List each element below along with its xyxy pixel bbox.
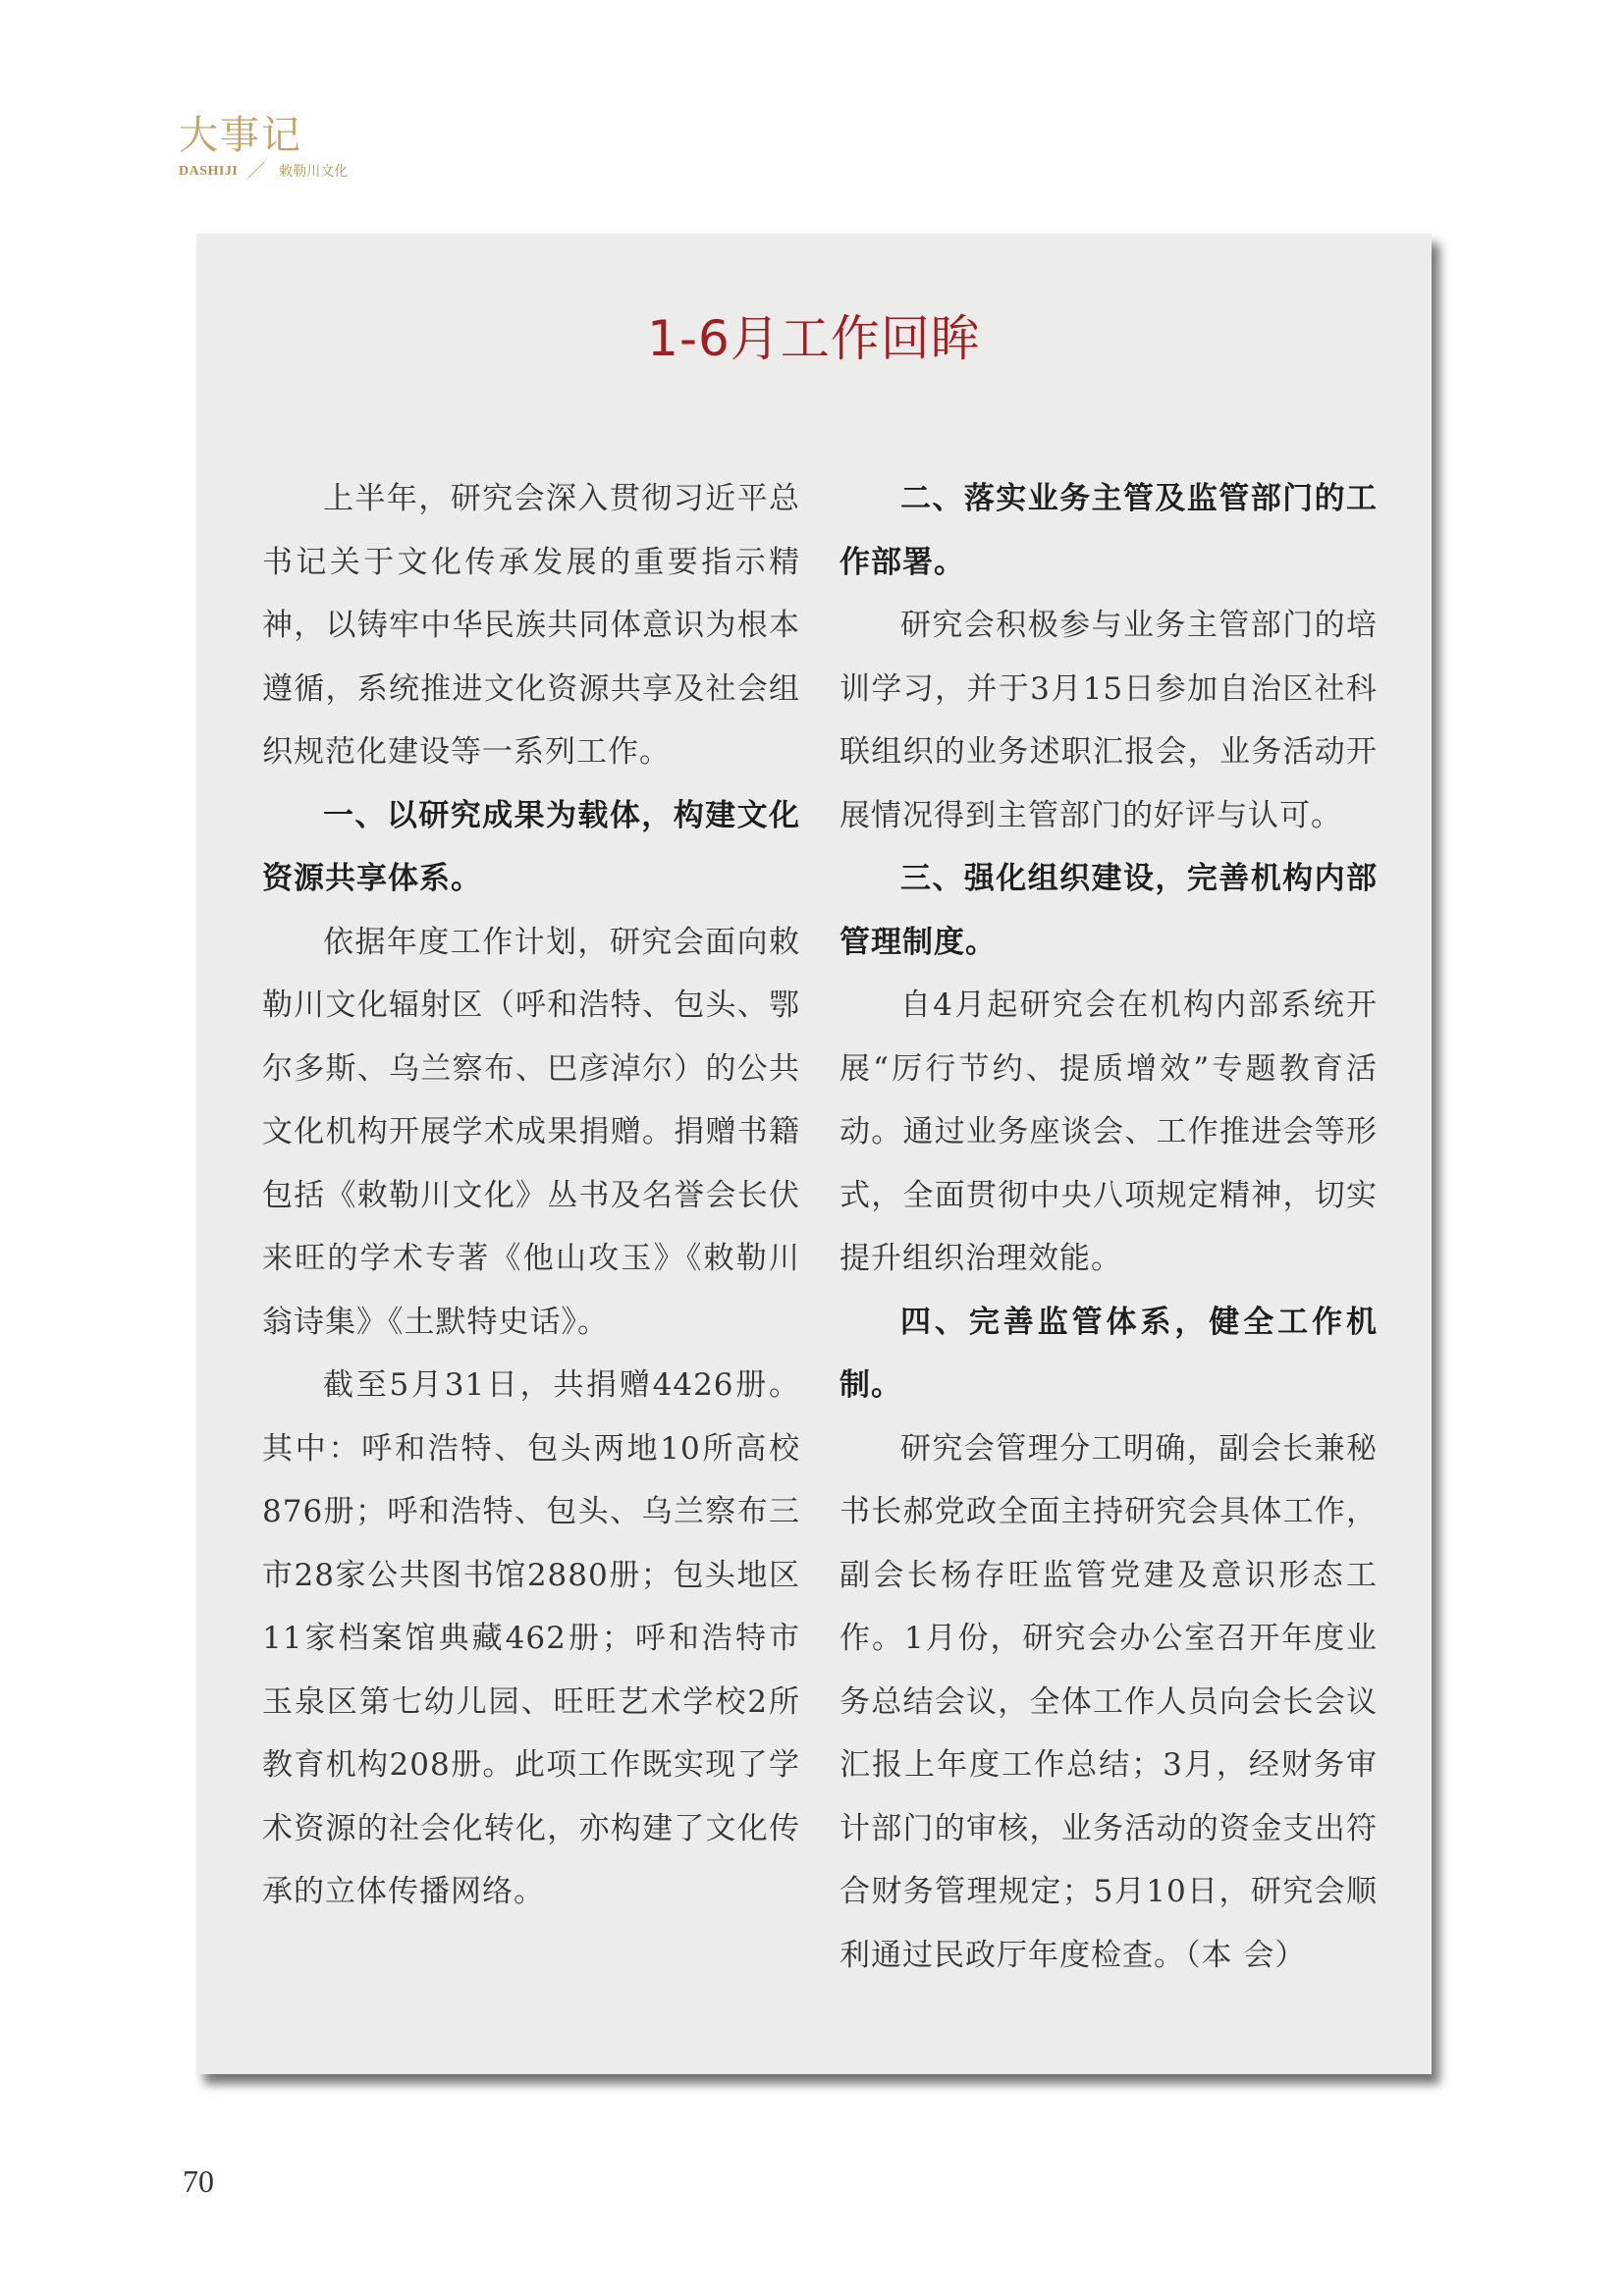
section-heading-2: 二、落实业务主管及监管部门的工作部署。 (839, 481, 1378, 580)
paragraph-supervision: 研究会管理分工明确，副会长兼秘书长郝党政全面主持研究会具体工作，副会长杨存旺监管党建及意识形态工作。1月份，研究会办公室召开年度业务总结会议，全体工作人员向会长会议汇报上年度工作总结；3月，经财务审计部门的审核，业务活动的资金支出符合财务管理规定；5月10日，研究会顺利通过民政厅年度检查。（本 会） (839, 1430, 1378, 1973)
section-subtitle-en: DASHIJI (179, 164, 239, 179)
section-title: 大事记 (179, 113, 302, 158)
paragraph-statistics: 截至5月31日，共捐赠4426册。其中：呼和浩特、包头两地10所高校876册；呼和浩特、包头、乌兰察布三市28家公共图书馆2880册；包头地区11家档案馆典藏462册；呼和浩特市玉泉区第七幼儿园、旺旺艺术学校2所教育机构208册。此项工作既实现了学术资源的社会化转化，亦构建了文化传承的立体传播网络。 (262, 1367, 800, 1909)
page-header (179, 113, 349, 182)
article-card (196, 234, 1432, 2074)
intro-paragraph: 上半年，研究会深入贯彻习近平总书记关于文化传承发展的重要指示精神，以铸牢中华民族共同体意识为根本遵循，系统推进文化资源共享及社会组织规范化建设等一系列工作。 (262, 481, 800, 770)
section-heading-3: 三、强化组织建设，完善机构内部管理制度。 (839, 861, 1378, 960)
page-number: 70 (183, 2163, 214, 2199)
section-heading-1: 一、以研究成果为载体，构建文化资源共享体系。 (262, 797, 800, 896)
section-heading-4: 四、完善监管体系，健全工作机制。 (839, 1304, 1378, 1403)
paragraph-training: 研究会积极参与业务主管部门的培训学习，并于3月15日参加自治区社科联组织的业务述职汇报会，业务活动开展情况得到主管部门的好评与认可。 (839, 608, 1378, 833)
right-column (839, 467, 1378, 1987)
subtitle-separator: ／ (247, 161, 266, 182)
left-column (262, 467, 800, 1924)
article-title: 1-6月工作回眸 (647, 310, 981, 367)
section-subtitle-cn: 敕勒川文化 (279, 164, 349, 180)
section-subtitle (179, 163, 348, 181)
paragraph-donation: 依据年度工作计划，研究会面向敕勒川文化辐射区（呼和浩特、包头、鄂尔多斯、乌兰察布、巴彦淖尔）的公共文化机构开展学术成果捐赠。捐赠书籍包括《敕勒川文化》丛书及名誉会长伏来旺的学术专著《他山攻玉》《敕勒川翁诗集》《土默特史话》。 (262, 924, 800, 1340)
paragraph-education: 自4月起研究会在机构内部系统开展“厉行节约、提质增效”专题教育活动。通过业务座谈会、工作推进会等形式，全面贯彻中央八项规定精神，切实提升组织治理效能。 (839, 988, 1378, 1276)
